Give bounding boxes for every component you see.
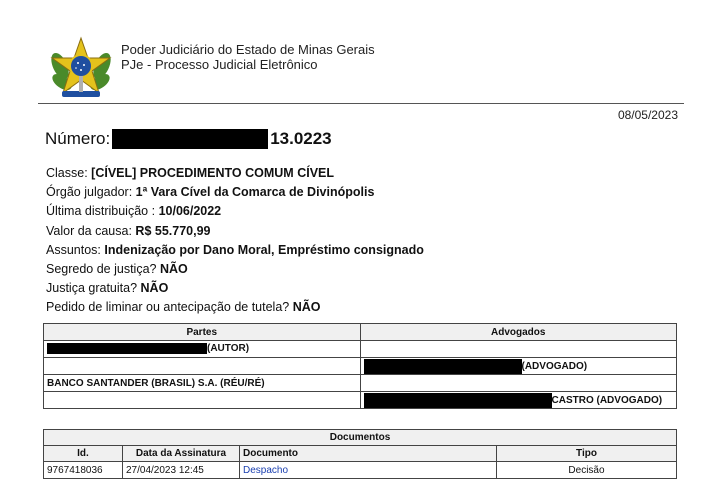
redacted-block: [364, 359, 522, 374]
gratuita-value: NÃO: [140, 281, 169, 296]
document-link[interactable]: Despacho: [243, 464, 289, 476]
table-row: [44, 358, 677, 375]
redacted-block: [112, 129, 268, 149]
col-type: Tipo: [497, 446, 677, 462]
advogados-header: Advogados: [360, 324, 677, 341]
table-row: [44, 341, 677, 358]
segredo-row: Segredo de justiça? NÃO: [46, 262, 188, 277]
header-divider: [38, 103, 684, 104]
documents-title: Documentos: [44, 430, 677, 446]
partes-header: Partes: [44, 324, 361, 341]
table-row: [44, 375, 677, 392]
liminar-row: Pedido de liminar ou antecipação de tutela? NÃO: [46, 300, 321, 315]
distribuicao-row: Última distribuição : 10/06/2022: [46, 204, 222, 219]
col-document: Documento: [240, 446, 497, 462]
classe-row: Classe: [CÍVEL] PROCEDIMENTO COMUM CÍVEL: [46, 166, 335, 180]
orgao-row: Órgão julgador: 1ª Vara Cível da Comarca de Divinópolis: [46, 185, 375, 200]
doc-type: Decisão: [497, 462, 677, 479]
assuntos-row: Assuntos: Indenização por Dano Moral, Empréstimo consignado: [46, 242, 424, 257]
table-row: [44, 392, 677, 409]
doc-id: 9767418036: [44, 462, 123, 479]
advogado1-role: (ADVOGADO): [521, 360, 588, 372]
valor-value: R$ 55.770,99: [135, 223, 211, 238]
reu-name: BANCO SANTANDER (BRASIL) S.A. (RÉU/RÉ): [44, 375, 361, 392]
redacted-block: [47, 343, 207, 354]
redacted-block: [364, 393, 552, 408]
documents-table: [43, 429, 677, 479]
numero-suffix: 13.0223: [270, 129, 332, 148]
col-id: Id.: [44, 446, 123, 462]
liminar-value: NÃO: [292, 300, 321, 315]
organization-header: [121, 42, 375, 72]
report-date: 08/05/2023: [617, 108, 678, 122]
org-name: Poder Judiciário do Estado de Minas Gerais: [121, 42, 375, 57]
col-date: Data da Assinatura: [123, 446, 240, 462]
doc-date: 27/04/2023 12:45: [123, 462, 240, 479]
assuntos-value: Indenização por Dano Moral, Empréstimo consignado: [104, 242, 424, 257]
system-name: PJe - Processo Judicial Eletrônico: [121, 57, 318, 72]
distribuicao-value: 10/06/2022: [158, 204, 222, 219]
numero-label: Número:: [45, 129, 111, 148]
process-number: [45, 129, 332, 149]
table-row: [44, 462, 677, 479]
process-details: [46, 164, 424, 318]
advogado2-suffix: CASTRO (ADVOGADO): [551, 394, 663, 406]
coat-of-arms-icon: [48, 36, 114, 102]
valor-row: Valor da causa: R$ 55.770,99: [46, 223, 211, 238]
segredo-value: NÃO: [159, 262, 188, 277]
parties-table: [43, 323, 677, 409]
orgao-value: 1ª Vara Cível da Comarca de Divinópolis: [135, 185, 375, 200]
classe-value: [CÍVEL] PROCEDIMENTO COMUM CÍVEL: [91, 166, 335, 180]
gratuita-row: Justiça gratuita? NÃO: [46, 281, 169, 296]
autor-role: (AUTOR): [207, 343, 250, 355]
